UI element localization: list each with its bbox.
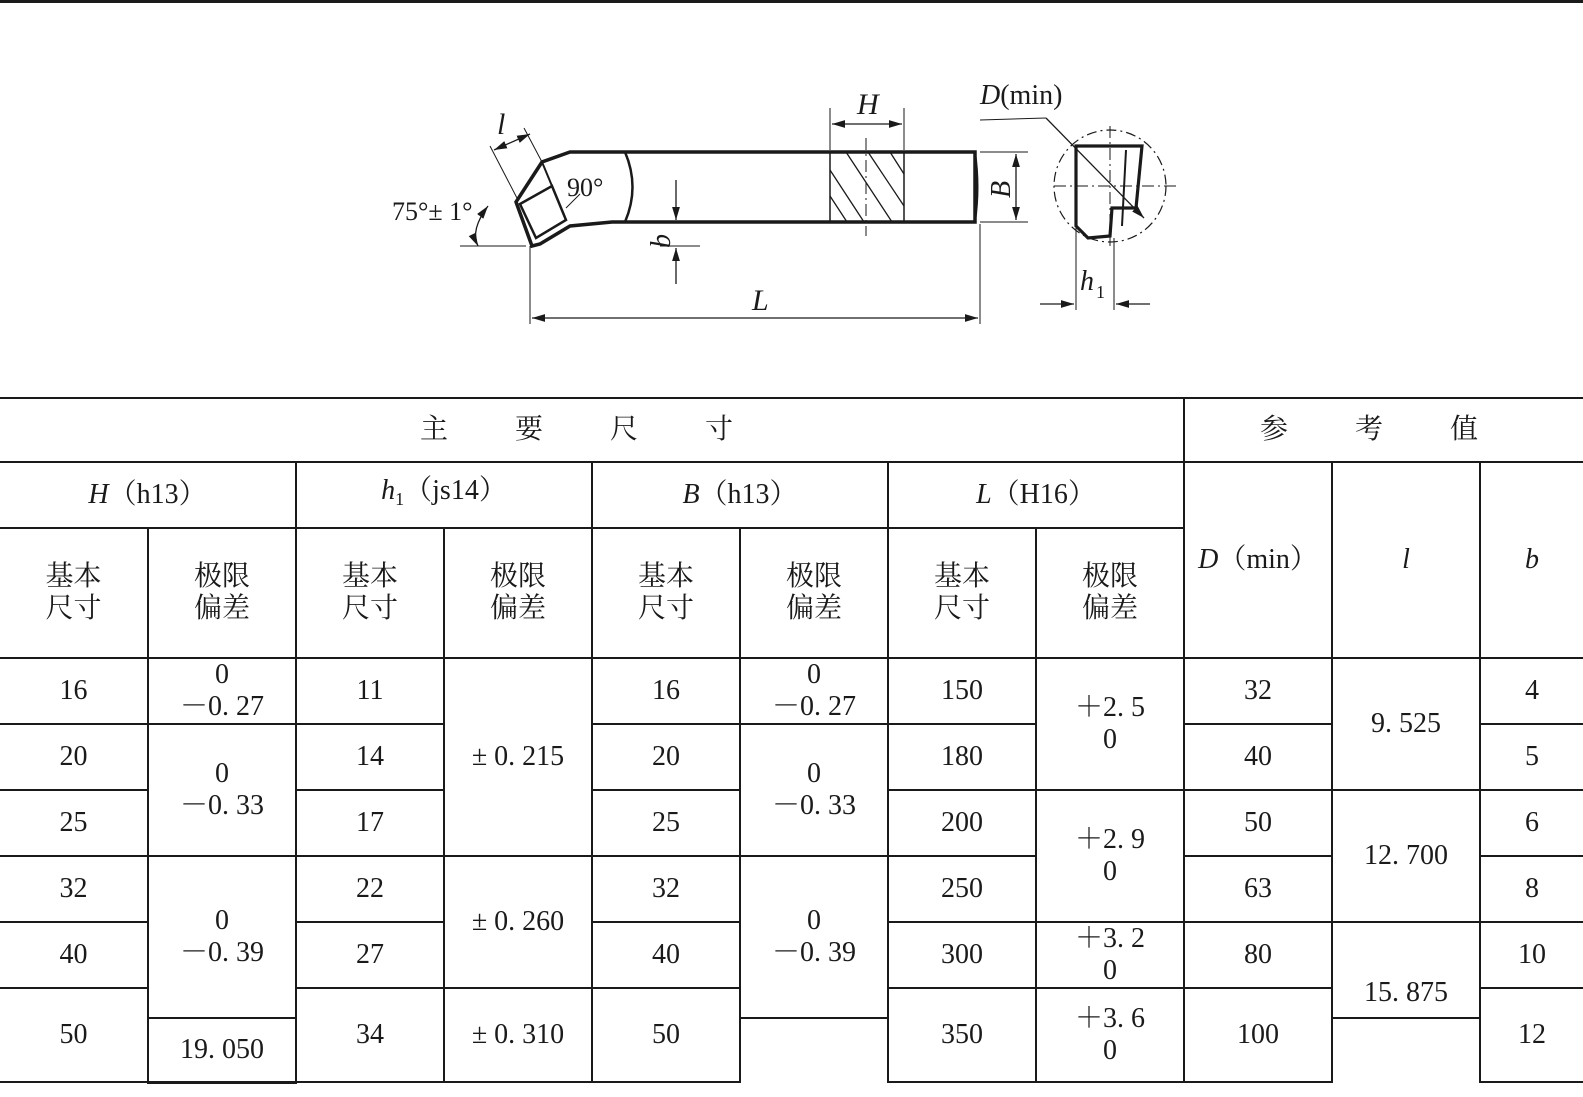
table-row [0, 1018, 1583, 1082]
subheader-limit: 极限 偏差 [148, 528, 296, 658]
subheader-basic: 基本 尺寸 [0, 528, 148, 658]
cell-L-dev: ＋3. 2 0 [1036, 922, 1184, 988]
cell-L: 150 [888, 658, 1036, 724]
cell-h1-dev: ± 0. 215 [444, 658, 592, 856]
cell-H: 25 [0, 790, 148, 856]
cell-h1: 11 [296, 658, 444, 724]
cell-D: 50 [1184, 790, 1332, 856]
cell-D: 32 [1184, 658, 1332, 724]
cell-H: 50 [0, 988, 148, 1082]
cell-H-dev: 0 －0. 33 [148, 724, 296, 856]
cell-H-dev: 0 －0. 39 [148, 856, 296, 1018]
header-D: D（min） [1184, 462, 1332, 658]
cell-h1: 17 [296, 790, 444, 856]
cell-h1: 27 [296, 922, 444, 988]
label-H: H [857, 88, 879, 121]
cell-h1-dev: ± 0. 260 [444, 856, 592, 988]
cell-D: 80 [1184, 922, 1332, 988]
cell-l: 12. 700 [1332, 790, 1480, 922]
cell-B: 32 [592, 856, 740, 922]
cell-L: 180 [888, 724, 1036, 790]
cell-h1: 34 [296, 988, 444, 1082]
header-H: H（h13） [0, 462, 296, 528]
cell-l: 9. 525 [1332, 658, 1480, 790]
label-B: B [986, 180, 1017, 198]
cell-b: 12 [1480, 988, 1583, 1082]
cell-H: 32 [0, 856, 148, 922]
header-B: B（h13） [592, 462, 888, 528]
tool-drawing [0, 0, 1583, 390]
cell-b: 10 [1480, 922, 1583, 988]
cell-h1-dev: ± 0. 310 [444, 988, 592, 1082]
subheader-basic: 基本 尺寸 [888, 528, 1036, 658]
cell-H: 16 [0, 658, 148, 724]
subheader-basic: 基本 尺寸 [296, 528, 444, 658]
cell-H: 40 [0, 922, 148, 988]
cell-l: 15. 875 [1332, 922, 1480, 1018]
cell-b: 6 [1480, 790, 1583, 856]
cell-B-dev: 0 －0. 39 [740, 856, 888, 1018]
cell-H-dev: 0 －0. 27 [148, 658, 296, 724]
header-l: l [1332, 462, 1480, 658]
header-h1: $h_1(js14)$ [296, 462, 592, 528]
label-l: l [497, 108, 506, 141]
label-90: 90° [567, 173, 604, 202]
subheader-basic: 基本 尺寸 [592, 528, 740, 658]
header-L: L（H16） [888, 462, 1184, 528]
subheader-limit: 极限 偏差 [740, 528, 888, 658]
cell-B: 40 [592, 922, 740, 988]
table-row [0, 658, 1583, 724]
label-75: 75°± 1° [392, 197, 473, 226]
label-h1: h [1080, 266, 1094, 297]
cell-B-dev: 0 －0. 33 [740, 724, 888, 856]
cell-L-dev: ＋2. 5 0 [1036, 658, 1184, 790]
subheader-limit: 极限 偏差 [1036, 528, 1184, 658]
cell-h1: 22 [296, 856, 444, 922]
label-b: b [646, 234, 677, 248]
cell-B: 16 [592, 658, 740, 724]
label-L: L [752, 284, 769, 317]
cell-B: 25 [592, 790, 740, 856]
cell-L-dev: ＋2. 9 0 [1036, 790, 1184, 922]
end-view-section [1076, 146, 1142, 238]
cell-l: 19. 050 [148, 1018, 296, 1082]
header-b: b [1480, 462, 1583, 658]
subheader-limit: 极限 偏差 [444, 528, 592, 658]
label-Dmin: D(min) [980, 80, 1063, 111]
cell-D: 100 [1184, 988, 1332, 1082]
cell-B-dev: 0 －0. 27 [740, 658, 888, 724]
cell-L: 300 [888, 922, 1036, 988]
cell-b: 4 [1480, 658, 1583, 724]
cell-L: 200 [888, 790, 1036, 856]
cell-L: 350 [888, 988, 1036, 1082]
cell-b: 8 [1480, 856, 1583, 922]
cell-B: 50 [592, 988, 740, 1082]
cell-H: 20 [0, 724, 148, 790]
label-h1-sub: 1 [1096, 282, 1105, 302]
cell-B: 20 [592, 724, 740, 790]
cell-L-dev: ＋3. 6 0 [1036, 988, 1184, 1082]
cell-L: 250 [888, 856, 1036, 922]
header-main-dims: 主 要 尺 寸 [0, 398, 1184, 462]
cell-b: 5 [1480, 724, 1583, 790]
cell-h1: 14 [296, 724, 444, 790]
header-reference: 参 考 值 [1184, 398, 1583, 462]
cell-D: 63 [1184, 856, 1332, 922]
spec-table [0, 397, 1583, 1084]
cell-D: 40 [1184, 724, 1332, 790]
